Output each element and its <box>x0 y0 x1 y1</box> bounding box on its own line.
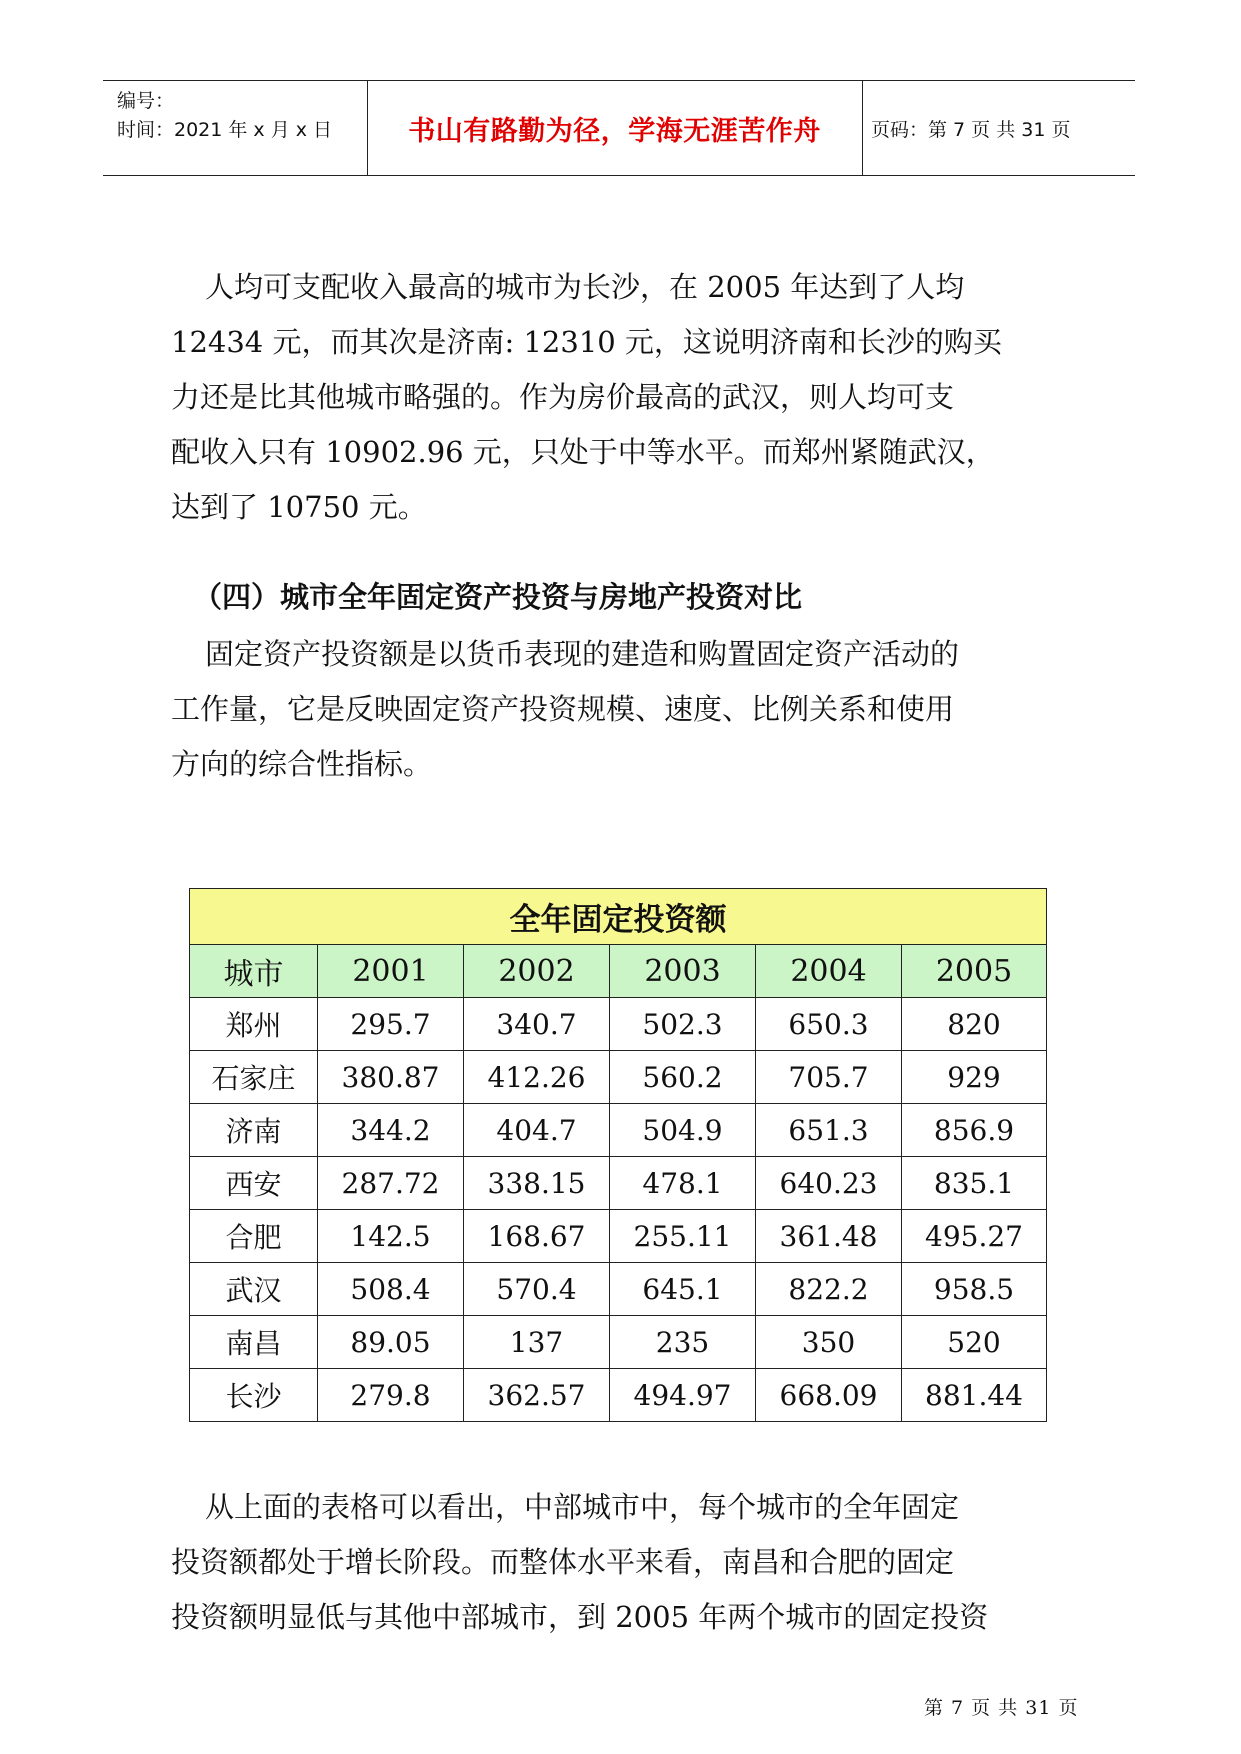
text-line: 配收入只有 10902.96 元，只处于中等水平。而郑州紧随武汉， <box>171 435 995 469</box>
table-cell: 168.67 <box>464 1210 610 1263</box>
table-cell: 508.4 <box>318 1263 464 1316</box>
table-cell: 340.7 <box>464 998 610 1051</box>
city-cell: 郑州 <box>190 998 318 1051</box>
table-row <box>190 1263 1047 1316</box>
city-cell: 合肥 <box>190 1210 318 1263</box>
table-cell: 295.7 <box>318 998 464 1051</box>
table-cell: 478.1 <box>610 1157 756 1210</box>
paragraph-definition <box>171 627 1076 792</box>
column-header: 2005 <box>902 945 1047 998</box>
header-number-label: 编号： <box>117 90 175 112</box>
table-cell: 494.97 <box>610 1369 756 1422</box>
column-header: 城市 <box>190 945 318 998</box>
table-cell: 361.48 <box>756 1210 902 1263</box>
paragraph-income <box>171 260 1076 535</box>
table-cell: 835.1 <box>902 1157 1047 1210</box>
text-line: 固定资产投资额是以货币表现的建造和购置固定资产活动的 <box>205 637 960 671</box>
paragraph-analysis <box>171 1480 1076 1645</box>
table-cell: 856.9 <box>902 1104 1047 1157</box>
table-cell: 881.44 <box>902 1369 1047 1422</box>
table-cell: 338.15 <box>464 1157 610 1210</box>
table-cell: 958.5 <box>902 1263 1047 1316</box>
text-line: 投资额都处于增长阶段。而整体水平来看，南昌和合肥的固定 <box>171 1545 955 1579</box>
table-cell: 520 <box>902 1316 1047 1369</box>
table-row <box>190 998 1047 1051</box>
column-header: 2004 <box>756 945 902 998</box>
text-line: 投资额明显低与其他中部城市，到 2005 年两个城市的固定投资 <box>171 1600 989 1634</box>
table-cell: 651.3 <box>756 1104 902 1157</box>
text-line: 从上面的表格可以看出，中部城市中，每个城市的全年固定 <box>205 1490 960 1524</box>
city-cell: 济南 <box>190 1104 318 1157</box>
table-cell: 235 <box>610 1316 756 1369</box>
city-cell: 长沙 <box>190 1369 318 1422</box>
table-cell: 344.2 <box>318 1104 464 1157</box>
table-cell: 362.57 <box>464 1369 610 1422</box>
table-cell: 380.87 <box>318 1051 464 1104</box>
table-cell: 142.5 <box>318 1210 464 1263</box>
header-page-label: 页码：第 7 页 共 31 页 <box>871 118 1071 141</box>
table-cell: 495.27 <box>902 1210 1047 1263</box>
table-cell: 255.11 <box>610 1210 756 1263</box>
table-cell: 504.9 <box>610 1104 756 1157</box>
table-row <box>190 1104 1047 1157</box>
city-cell: 石家庄 <box>190 1051 318 1104</box>
page-footer: 第 7 页 共 31 页 <box>924 1697 1079 1719</box>
header-time-label: 时间：2021 年 x 月 x 日 <box>117 119 333 141</box>
table-header-row <box>190 945 1047 998</box>
table-cell: 668.09 <box>756 1369 902 1422</box>
page-header <box>103 80 1135 176</box>
header-divider <box>862 81 863 175</box>
table-row <box>190 1210 1047 1263</box>
investment-table <box>189 888 1047 1422</box>
table-title: 全年固定投资额 <box>190 889 1047 945</box>
header-motto: 书山有路勤为径，学海无涯苦作舟 <box>408 115 821 147</box>
table-row <box>190 1316 1047 1369</box>
table-cell: 287.72 <box>318 1157 464 1210</box>
table-cell: 640.23 <box>756 1157 902 1210</box>
table-row <box>190 1051 1047 1104</box>
table-cell: 822.2 <box>756 1263 902 1316</box>
city-cell: 西安 <box>190 1157 318 1210</box>
table-cell: 502.3 <box>610 998 756 1051</box>
table-cell: 645.1 <box>610 1263 756 1316</box>
table-cell: 560.2 <box>610 1051 756 1104</box>
table-row <box>190 1369 1047 1422</box>
table-cell: 350 <box>756 1316 902 1369</box>
text-line: 力还是比其他城市略强的。作为房价最高的武汉，则人均可支 <box>171 380 955 414</box>
table-cell: 404.7 <box>464 1104 610 1157</box>
header-meta <box>117 87 332 145</box>
table-cell: 137 <box>464 1316 610 1369</box>
table-cell: 570.4 <box>464 1263 610 1316</box>
city-cell: 南昌 <box>190 1316 318 1369</box>
column-header: 2001 <box>318 945 464 998</box>
table-row <box>190 1157 1047 1210</box>
city-cell: 武汉 <box>190 1263 318 1316</box>
table-cell: 929 <box>902 1051 1047 1104</box>
text-line: 达到了 10750 元。 <box>171 490 427 524</box>
table-cell: 705.7 <box>756 1051 902 1104</box>
table-cell: 412.26 <box>464 1051 610 1104</box>
table-cell: 279.8 <box>318 1369 464 1422</box>
table-title-row <box>190 889 1047 945</box>
table-cell: 650.3 <box>756 998 902 1051</box>
text-line: 工作量，它是反映固定资产投资规模、速度、比例关系和使用 <box>171 692 955 726</box>
text-line: 方向的综合性指标。 <box>171 747 433 781</box>
column-header: 2002 <box>464 945 610 998</box>
text-line: 人均可支配收入最高的城市为长沙，在 2005 年达到了人均 <box>205 270 965 304</box>
section-heading: （四）城市全年固定资产投资与房地产投资对比 <box>193 580 803 614</box>
table-cell: 820 <box>902 998 1047 1051</box>
text-line: 12434 元，而其次是济南: 12310 元，这说明济南和长沙的购买 <box>171 325 1002 359</box>
table-cell: 89.05 <box>318 1316 464 1369</box>
column-header: 2003 <box>610 945 756 998</box>
